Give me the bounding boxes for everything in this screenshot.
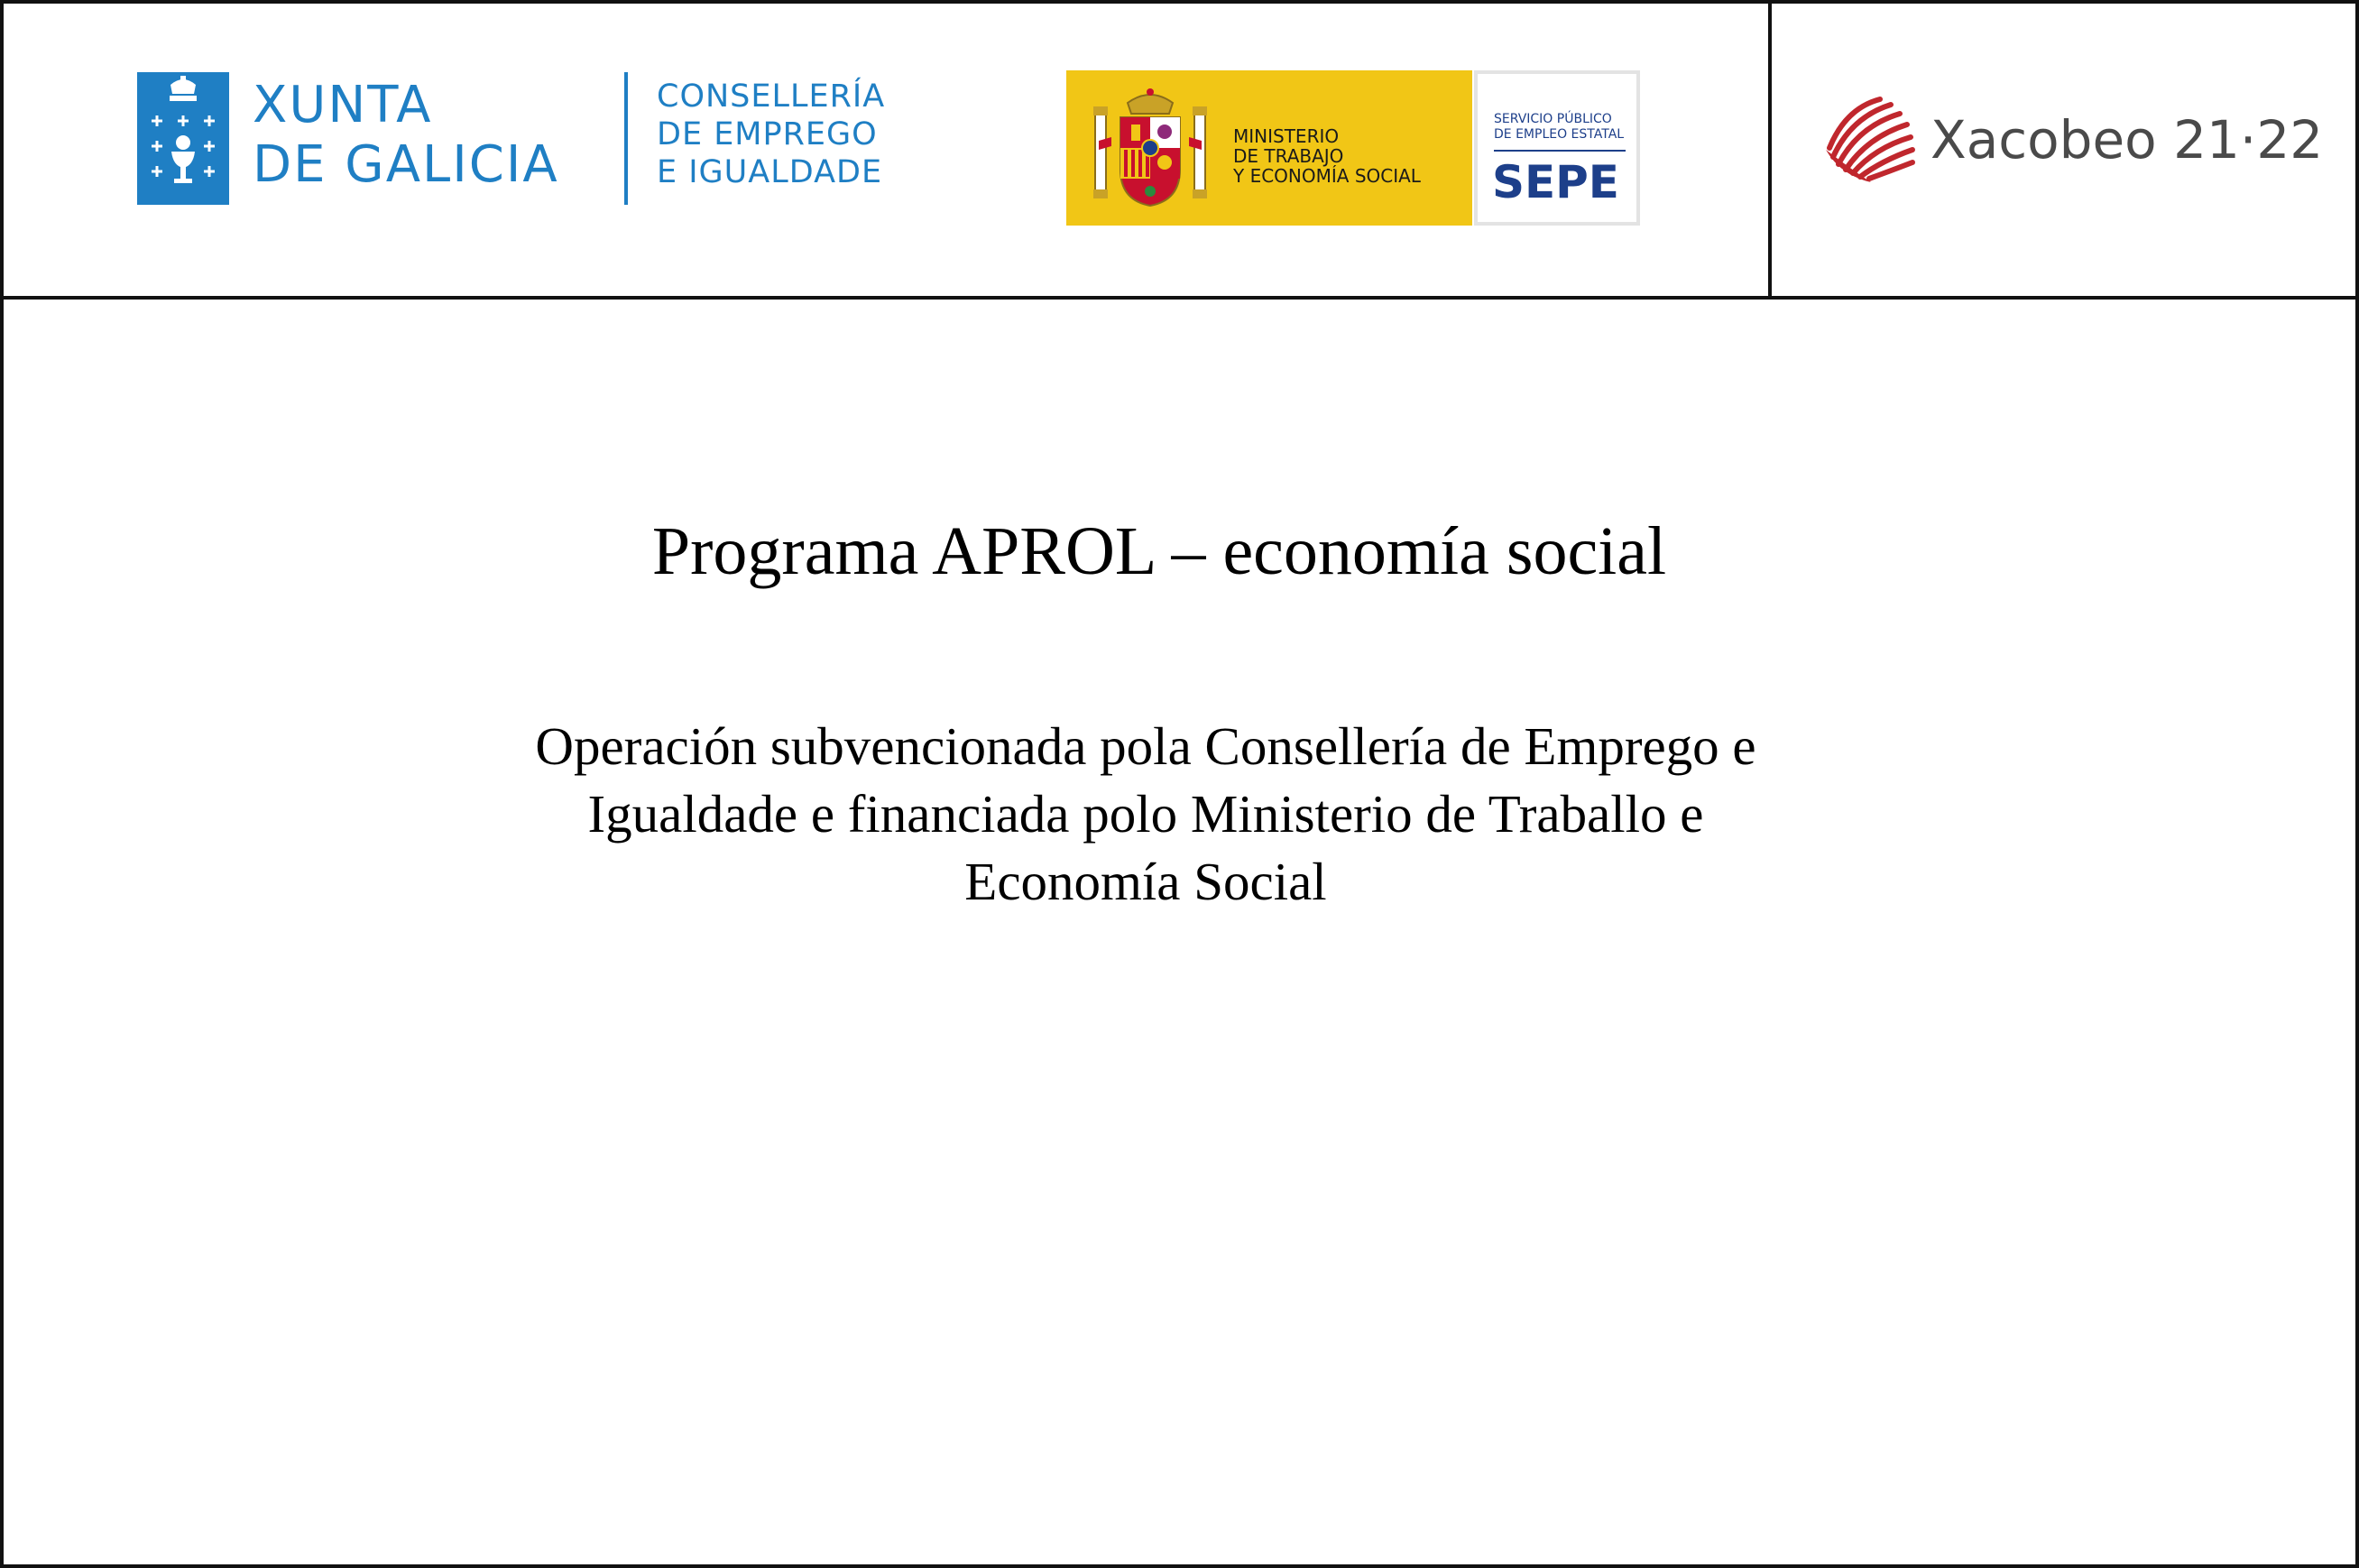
subtitle-line: Igualdade e financiada polo Ministerio de Traballo e [587,784,1704,844]
sepe-name-line: DE EMPLEO ESTATAL [1494,127,1625,142]
ministry-name-line: DE TRABAJO [1233,145,1344,167]
sepe-name-line: SERVICIO PÚBLICO [1494,112,1612,126]
ministry-name [1233,126,1421,186]
subtitle-line: Economía Social [964,852,1327,911]
xunta-name-line: DE GALICIA [253,135,559,194]
coat-of-arms-icon [1093,87,1207,209]
ministry-name-line: MINISTERIO [1233,125,1340,147]
xacobeo-years: 21·22 [2173,109,2324,171]
xacobeo-wordmark [1931,110,2323,170]
sepe-acronym: SEPE [1492,156,1619,208]
xunta-name-line: XUNTA [253,76,433,134]
page-title: Programa APROL – economía social [651,513,1667,589]
xunta-dept-line: DE EMPREGO [657,116,878,152]
sepe-rule [1494,150,1626,152]
sepe-logo [1474,70,1640,226]
galicia-shield-icon [137,72,229,205]
ministry-name-line: Y ECONOMÍA SOCIAL [1233,165,1421,187]
xunta-dept-line: E IGUALDADE [657,154,883,190]
subtitle [379,713,1912,916]
subtitle-line: Operación subvencionada pola Consellería de Emprego e [535,716,1756,776]
xacobeo-name: Xacobeo [1931,109,2157,171]
xacobeo-logo [1824,94,2324,202]
ministerio-sepe-logo [1066,70,1640,226]
sepe-full-name [1494,112,1624,143]
header-vertical-divider [1768,0,1772,298]
xunta-dept-line: CONSELLERÍA [657,78,886,115]
scallop-shell-icon [1824,94,1916,186]
xunta-department [657,78,885,191]
xunta-galicia-logo [137,72,895,205]
header-divider [0,296,2359,300]
xunta-separator [624,72,628,205]
xunta-name [253,76,559,195]
